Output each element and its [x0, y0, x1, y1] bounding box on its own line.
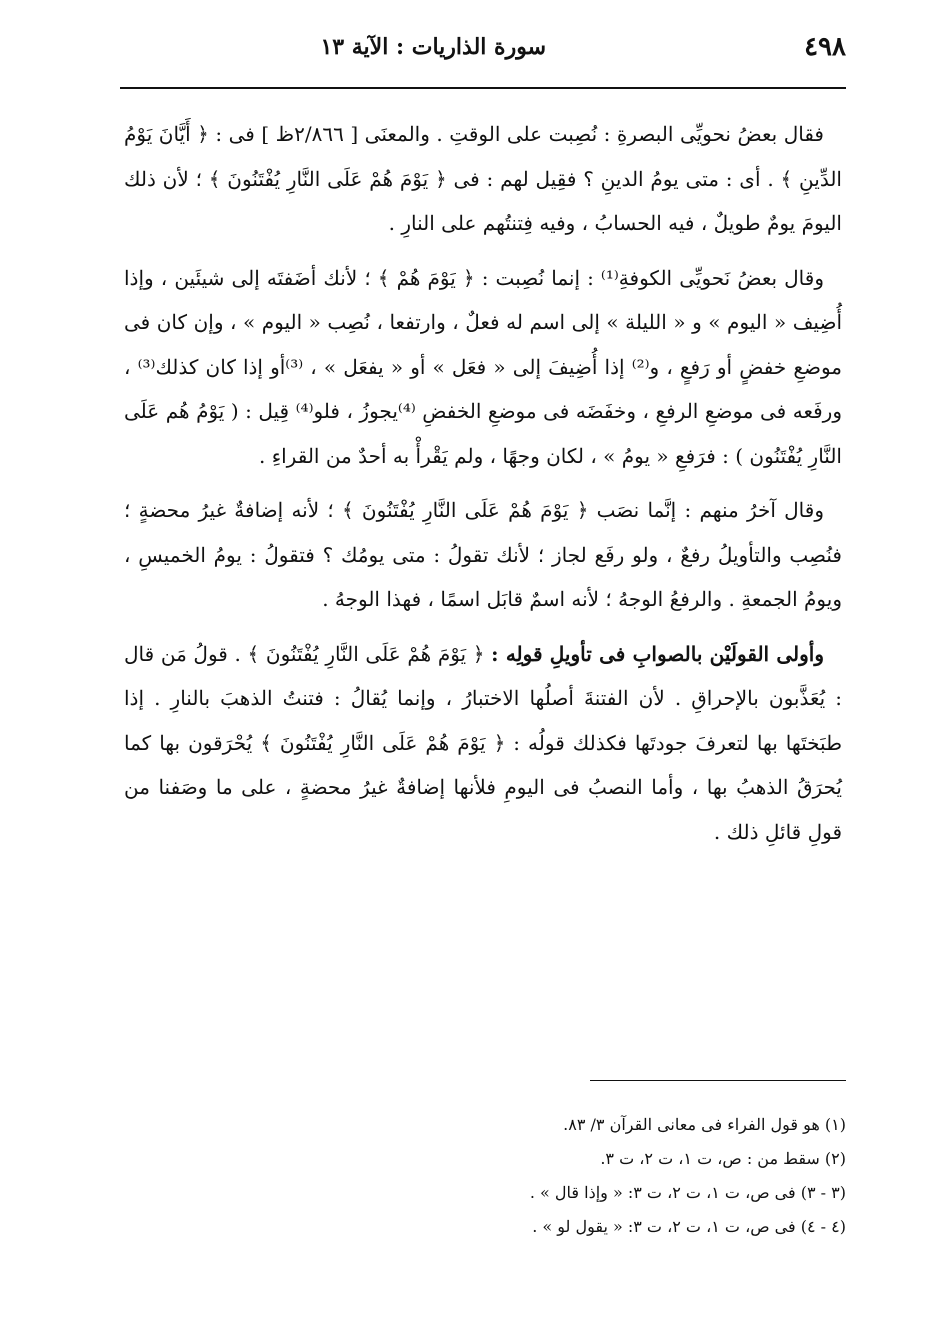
paragraph: وقال بعضُ نَحويِّى الكوفةِ⁽¹⁾ : إنما نُصِبت : ﴿ يَوْمَ هُمْ ﴾ ؛ لأنك أضَفتَه إلى شيئَين ، وإذا أُضِيف « اليوم » و « الليلة » إلى اسم له فعلٌ ، وارتفعا ، نُصِب « اليوم » ، وإن كان فى موضعِ خفضٍ أو رَفعٍ ، و⁽²⁾ إذا أُضِيفَ إلى « فعَل » أو « يفعَل » ، ⁽³⁾أو إذا كان كذلك⁽³⁾ ، ورفَعه فى موضعِ الرفعِ ، وخفَضَه فى موضعِ الخفضِ ⁽⁴⁾يجوزُ ، فلو⁽⁴⁾ قِيل : ( يَوْمُ هُم عَلَى النَّارِ يُفْتَنُون ) : فرَفعِ « يومُ » ، لكان وجهًا ، ولم يَقْرأْ به أحدٌ من القراءِ .: [124, 265, 843, 468]
body-text: [124, 112, 842, 864]
page-number: ٤٩٨: [804, 32, 846, 62]
paragraph-lead: وأولى القولَيْن بالصوابِ فى تأويلِ قولِه :: [491, 641, 825, 666]
footnote: (٢) سقط من : ص، ت ١، ت ٢، ت ٣.: [600, 1149, 846, 1168]
paragraph: فقال بعضُ نحويِّى البصرةِ : نُصِبت على الوقتِ . والمعنَى [ ٢/٨٦٦ظ ] فى : ﴿ أَيَّانَ يَوْمُ الدِّينِ ﴾ . أى : متى يومُ الدينِ ؟ فقِيل لهم : فى ﴿ يَوْمَ هُمْ عَلَى النَّارِ يُفْتَنُونَ ﴾ ؛ لأن ذلك اليومَ يومٌ طويلٌ ، فيه الحسابُ ، وفيه فِتنتُهم على النارِ .: [124, 122, 842, 235]
footnote: (١) هو قول الفراء فى معانى القرآن ٣/ ٨٣.: [563, 1115, 846, 1134]
header-rule: [120, 87, 846, 89]
final-paragraph: [124, 632, 842, 855]
page-header: [120, 28, 846, 88]
footnote: (٤ - ٤) فى ص، ت ١، ت ٢، ت ٣: « يقول لو » .: [532, 1217, 846, 1236]
footnote-rule: [590, 1080, 846, 1081]
footnote: (٣ - ٣) فى ص، ت ١، ت ٢، ت ٣: « وإذا قال » .: [529, 1183, 846, 1202]
paragraph-text: ﴿ يَوْمَ هُمْ عَلَى النَّارِ يُفْتَنُونَ ﴾ . قولُ مَن قال : يُعَذَّبون بالإحراقِ . لأن الفتنةَ أصلُها الاختبارُ ، وإنما يُقالُ : فتنتُ الذهبَ بالنارِ . إذا طبَختَها بها لتعرفَ جودتَها فكذلك قولُه : ﴿ يَوْمَ هُمْ عَلَى النَّارِ يُفْتَنُونَ ﴾ يُحْرَقون بها كما يُحرَقُ الذهبُ بها ، وأما النصبُ فى اليومِ فلأنها إضافةٌ غيرُ محضةٍ ، على ما وصَفنا من قولِ قائلِ ذلك .: [124, 641, 842, 844]
paragraph: وقال آخرُ منهم : إنَّما نصَب ﴿ يَوْمَ هُمْ عَلَى النَّارِ يُفْتَنُونَ ﴾ ؛ لأنه إضافةٌ غيرُ محضةٍ ؛ فنُصِب والتأويلُ رفعٌ ، ولو رفَع لجاز ؛ لأنك تقولُ : متى يومُك ؟ فتقولُ : يومُ الخميسِ ، ويومُ الجمعةِ . والرفعُ الوجهُ ؛ لأنه اسمٌ قابَل اسمًا ، فهذا الوجهُ .: [124, 498, 842, 611]
running-title: سورة الذاريات : الآية ١٣: [320, 34, 546, 60]
footnotes: [300, 1108, 846, 1244]
